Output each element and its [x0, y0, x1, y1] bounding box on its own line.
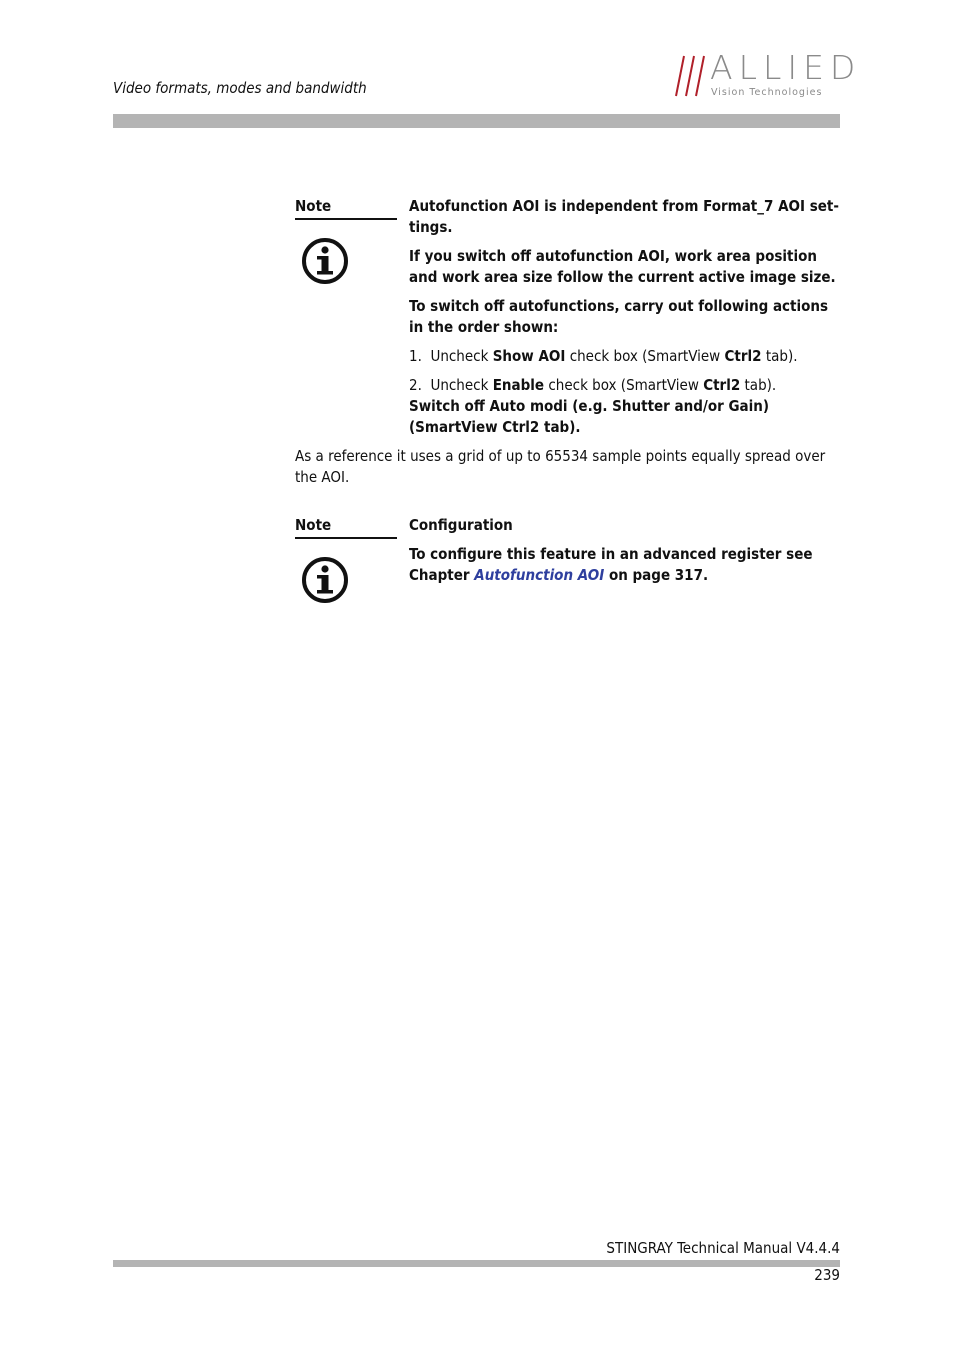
logo-wordmark: ALLIED — [710, 48, 862, 87]
note-body-2 — [409, 515, 840, 594]
info-icon — [301, 556, 349, 604]
note-heading: Autofunction AOI is independent from Format_7 AOI set-tings. — [409, 197, 839, 236]
chapter-link[interactable]: Autofunction AOI — [474, 566, 605, 584]
allied-logo — [666, 48, 862, 102]
step-2: 2. Uncheck Enable check box (SmartView Ctrl2 tab). — [409, 376, 777, 394]
page-number: 239 — [814, 1266, 840, 1284]
note-paragraph: To configure this feature in an advanced register see Chapter Autofunction AOI on page 317. — [409, 545, 813, 584]
note-body-1 — [409, 196, 840, 438]
info-icon — [301, 237, 349, 285]
footer-title: STINGRAY Technical Manual V4.4.4 — [606, 1239, 840, 1257]
running-header: Video formats, modes and bandwidth — [113, 79, 367, 97]
note-paragraph: To switch off autofunctions, carry out following actions in the order shown: — [409, 297, 829, 336]
step-2-extra: Switch off Auto modi (e.g. Shutter and/or Gain) (SmartView Ctrl2 tab). — [409, 397, 770, 436]
note-heading: Configuration — [409, 516, 513, 534]
logo-slashes-icon — [666, 52, 710, 102]
note-label: Note — [295, 515, 397, 539]
note-label: Note — [295, 196, 397, 220]
step-1: 1. Uncheck Show AOI check box (SmartView Ctrl2 tab). — [409, 347, 798, 365]
header-rule — [113, 114, 840, 128]
reference-paragraph: As a reference it uses a grid of up to 65534 sample points equally spread over the AOI. — [295, 447, 826, 486]
note-paragraph: If you switch off autofunction AOI, work area position and work area size follow the current active image size. — [409, 247, 836, 286]
footer-rule — [113, 1260, 840, 1267]
logo-subtext: Vision Technologies — [711, 87, 823, 98]
